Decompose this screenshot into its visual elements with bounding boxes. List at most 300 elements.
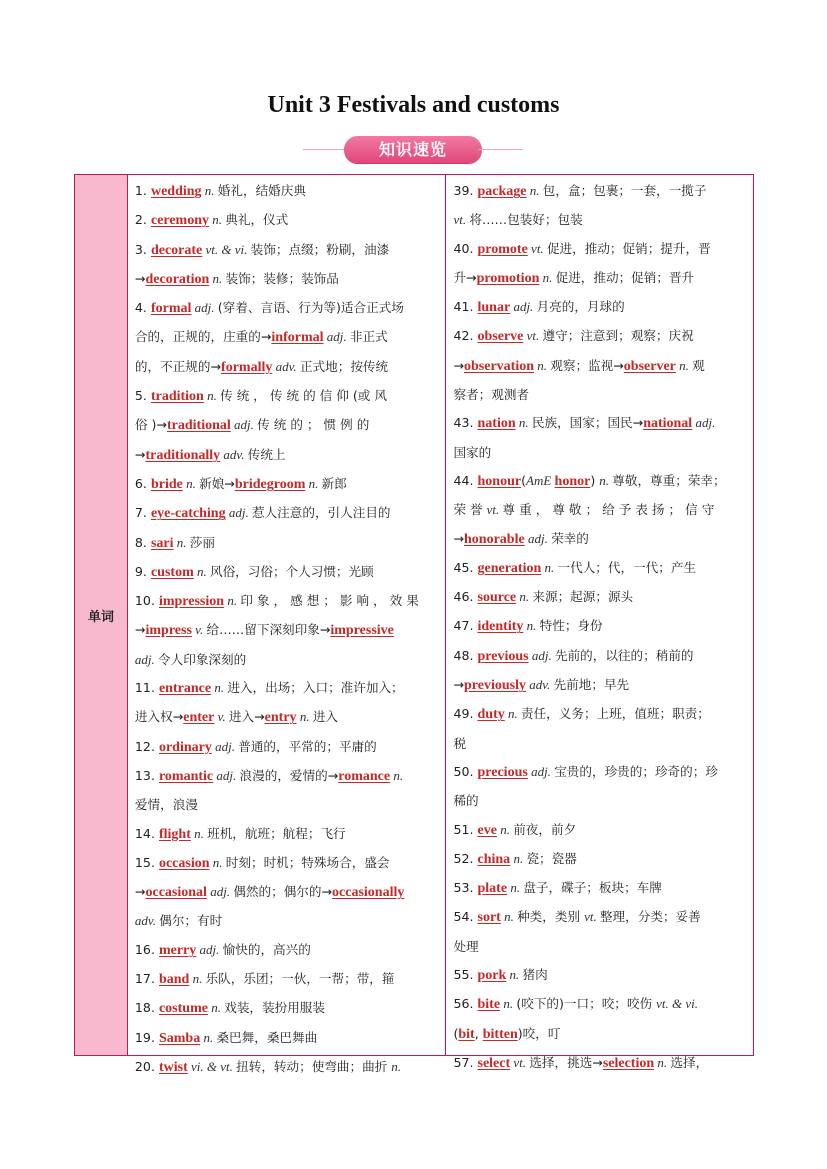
part-of-speech: n. <box>203 388 221 404</box>
vocab-line <box>135 762 440 791</box>
vocab-word: occasional <box>145 885 207 901</box>
definition-text: 13. <box>134 767 159 783</box>
part-of-speech: n. <box>516 589 533 605</box>
definition-text: → <box>453 530 465 546</box>
definition-text: 荣幸的 <box>551 530 589 546</box>
definition-text: )咬，叮 <box>517 1025 561 1041</box>
vocab-word: observation <box>464 358 535 374</box>
part-of-speech: vt. <box>486 502 503 518</box>
definition-text: ( <box>453 1025 459 1041</box>
vocab-line <box>453 206 747 234</box>
vocab-word: previous <box>477 648 529 664</box>
definition-text: 52. <box>453 850 478 866</box>
vocab-word: bit <box>458 1026 475 1042</box>
vocab-line <box>135 177 440 206</box>
definition-text: 瓷；瓷器 <box>526 850 577 866</box>
definition-text: 42. <box>453 328 478 344</box>
vocab-line <box>453 758 747 787</box>
part-of-speech: adv. <box>526 677 554 693</box>
vocab-line <box>135 703 440 732</box>
part-of-speech: adj. <box>206 884 234 900</box>
part-of-speech: adj. <box>211 738 239 754</box>
definition-text: 盘子，碟子；板块；车牌 <box>523 880 662 896</box>
part-of-speech: n. <box>496 821 514 837</box>
vocab-word: source <box>477 590 517 606</box>
definition-text: 种类，类别 <box>517 909 585 925</box>
vocab-line <box>453 322 747 351</box>
part-of-speech: n. <box>200 1029 217 1045</box>
definition-text: 46. <box>453 589 478 605</box>
vocab-word: informal <box>271 330 324 346</box>
part-of-speech: vt. & vi. <box>202 241 251 257</box>
vocab-line <box>453 612 747 641</box>
definition-text: ) <box>590 472 600 488</box>
vocab-line <box>453 554 747 583</box>
definition-text: 一代人；代，一代；产生 <box>557 559 697 575</box>
definition-text: 50. <box>453 763 478 779</box>
part-of-speech: vt. <box>584 909 600 925</box>
vocab-line <box>453 961 747 990</box>
part-of-speech: n. <box>515 415 532 431</box>
definition-text: 2. <box>134 212 151 228</box>
definition-text: 戏装，装扮用服装 <box>224 1000 325 1016</box>
vocab-word: twist <box>158 1059 188 1075</box>
definition-text: 惹人注意的，引人注目的 <box>251 505 391 521</box>
vocab-word: formally <box>221 359 273 375</box>
definition-text: 56. <box>453 996 478 1012</box>
definition-text: 新郎 <box>321 475 347 491</box>
part-of-speech: n. <box>599 472 613 488</box>
definition-text: 57. <box>453 1054 478 1070</box>
vocab-line <box>453 933 747 961</box>
vocab-line <box>453 583 747 612</box>
part-of-speech: vt. <box>523 328 543 344</box>
definition-text: 选择， <box>670 1054 709 1070</box>
definition-text: 6. <box>134 475 151 491</box>
vocab-word: decoration <box>145 271 210 287</box>
part-of-speech: v. <box>214 709 229 725</box>
part-of-speech: adj. <box>196 941 223 957</box>
part-of-speech: vt. <box>527 240 547 256</box>
definition-text: 猪肉 <box>522 967 548 983</box>
vocab-word: plate <box>477 881 508 897</box>
definition-text: 荣 誉 <box>453 502 487 518</box>
part-of-speech: adj. <box>134 651 159 667</box>
definition-text: 39. <box>453 183 478 198</box>
definition-text: 给……留下深刻印象→ <box>206 622 331 638</box>
banner-rule-left <box>303 149 349 150</box>
definition-text: 桑巴舞，桑巴舞曲 <box>216 1029 318 1045</box>
vocab-line <box>135 236 440 265</box>
vocab-line <box>135 849 440 878</box>
part-of-speech: n. <box>209 212 226 228</box>
part-of-speech: n. <box>675 357 693 373</box>
definition-text: 整理，分类；妥善 <box>599 909 701 925</box>
vocab-line <box>453 381 747 409</box>
definition-text: 时刻；时机；特殊场合，盛会 <box>225 854 390 870</box>
definition-text: 典礼，仪式 <box>225 212 289 228</box>
definition-text: 婚礼，结婚庆典 <box>217 183 306 198</box>
definition-text: 选择，挑选→ <box>529 1054 603 1070</box>
vocab-line <box>453 439 747 467</box>
definition-text: 责任，义务；上班，值班；职责； <box>520 706 710 722</box>
definition-text: 5. <box>134 388 151 404</box>
part-of-speech: adj. <box>225 505 252 521</box>
vocab-line <box>135 294 440 323</box>
definition-text: 18. <box>134 1000 159 1016</box>
vocab-line <box>135 382 440 411</box>
definition-text: 11. <box>134 680 159 696</box>
definition-text: → <box>134 446 146 462</box>
vocab-word: occasion <box>158 855 210 871</box>
vocab-line <box>135 907 440 935</box>
definition-text: 进入 <box>312 709 338 725</box>
vocab-line <box>135 1024 440 1053</box>
vocab-word: costume <box>158 1001 208 1017</box>
part-of-speech: n. <box>534 357 551 373</box>
vocab-line <box>453 525 747 554</box>
definition-text: 合的，正规的，庄重的→ <box>134 329 272 345</box>
definition-text: 班机，航班；航程；飞行 <box>207 825 346 841</box>
part-of-speech: n. <box>506 967 523 983</box>
part-of-speech: adv. <box>134 913 160 929</box>
part-of-speech: n. <box>211 680 228 696</box>
vocab-line <box>135 411 440 440</box>
vocab-line <box>453 293 747 322</box>
vocab-word: selection <box>602 1055 655 1071</box>
definition-text: 正式地；按传统 <box>299 358 389 374</box>
vocab-word: enter <box>183 710 215 726</box>
part-of-speech: n. <box>507 880 524 896</box>
vocab-line <box>135 733 440 762</box>
definition-text: 19. <box>134 1029 159 1045</box>
vocab-line <box>135 878 440 907</box>
definition-text: 爱情，浪漫 <box>134 797 198 813</box>
part-of-speech: n. <box>190 825 208 841</box>
part-of-speech: n. <box>510 850 527 866</box>
vocab-word: honor <box>554 473 591 489</box>
definition-text: 20. <box>134 1058 159 1074</box>
definition-text: 包，盒；包裹；一套，一揽子 <box>542 183 707 198</box>
vocab-line <box>453 642 747 671</box>
definition-text: 进入，出场；入口；准许加入； <box>227 680 404 696</box>
definition-text: 传 统 ， 传 统 的 信 仰 (或 风 <box>220 388 387 404</box>
definition-text: 浪漫的，爱情的→ <box>239 767 339 783</box>
vocab-word: observe <box>477 329 524 345</box>
definition-text: 14. <box>134 825 159 841</box>
section-label-cell <box>75 175 128 1055</box>
vocab-word: select <box>477 1055 511 1071</box>
vocab-line <box>453 874 747 903</box>
vocab-word: eye-catching <box>150 506 226 522</box>
vocab-line <box>453 264 747 293</box>
part-of-speech: n. <box>173 534 190 550</box>
definition-text: 先前地；早先 <box>553 677 630 693</box>
part-of-speech: n. <box>209 854 226 870</box>
definition-text: 15. <box>134 854 159 870</box>
part-of-speech: adj. <box>213 767 240 783</box>
definition-text: 促进，推动；促销；提升，晋 <box>546 240 711 256</box>
vocab-line <box>135 206 440 235</box>
vocab-word: identity <box>477 619 524 635</box>
definition-text: 非正式 <box>349 329 388 345</box>
definition-text: 莎丽 <box>189 534 215 550</box>
definition-text: → <box>453 357 465 373</box>
definition-text: , <box>474 1025 483 1041</box>
vocab-word: band <box>158 972 190 988</box>
vocab-word: occasionally <box>332 885 405 901</box>
vocab-word: previously <box>464 678 526 694</box>
vocab-line <box>453 1020 747 1049</box>
vocab-word: eve <box>477 822 497 838</box>
vocab-word: Samba <box>158 1030 201 1046</box>
vocab-word: wedding <box>150 184 202 199</box>
vocab-line <box>135 965 440 994</box>
definition-text: 尊 重 ， 尊 敬 ； 给 予 表 扬 ； 信 守 <box>502 502 715 518</box>
definition-text: 54. <box>453 909 478 925</box>
vocab-word: impress <box>145 623 192 639</box>
part-of-speech: AmE <box>526 472 555 488</box>
definition-text: 月亮的，月球的 <box>536 299 625 315</box>
part-of-speech: n. <box>193 563 210 579</box>
vocab-word: duty <box>477 707 505 723</box>
definition-text: 促进，推动；促销；晋升 <box>555 269 695 285</box>
vocab-word: bridegroom <box>234 476 306 492</box>
definition-text: ( <box>521 472 526 488</box>
definition-text: 新娘→ <box>199 475 235 491</box>
definition-text: 16. <box>134 941 159 957</box>
part-of-speech: n. <box>526 183 543 198</box>
definition-text: 进入权→ <box>134 709 184 725</box>
definition-text: 1. <box>134 183 151 198</box>
definition-text: 扭转，转动；使弯曲；曲折 <box>236 1058 392 1074</box>
vocab-line <box>453 177 747 206</box>
vocab-word: decorate <box>150 242 203 258</box>
vocab-column-left <box>128 175 447 1075</box>
vocab-word: impressive <box>330 623 394 639</box>
definition-text: 17. <box>134 971 159 987</box>
part-of-speech: n. <box>539 269 556 285</box>
definition-text: 47. <box>453 618 478 634</box>
vocab-line <box>135 529 440 558</box>
definition-text: 的，不正规的→ <box>134 358 222 374</box>
vocab-line <box>453 352 747 381</box>
part-of-speech: vt. & vi. <box>656 996 698 1012</box>
vocab-word: impression <box>158 594 225 610</box>
definition-text: 来源；起源；源头 <box>532 589 634 605</box>
banner-rule-right <box>479 149 523 150</box>
definition-text: 51. <box>453 821 478 837</box>
definition-text: 48. <box>453 647 478 663</box>
vocab-line <box>453 467 747 496</box>
vocab-line <box>135 587 440 616</box>
part-of-speech: vi. & vt. <box>187 1058 237 1074</box>
vocab-line <box>135 558 440 587</box>
definition-text: 愉快的，高兴的 <box>222 941 311 957</box>
definition-text: 41. <box>453 299 478 315</box>
definition-text: 7. <box>134 505 151 521</box>
vocab-word: national <box>643 416 693 432</box>
part-of-speech: adj. <box>528 647 555 663</box>
definition-text: 俗 )→ <box>134 417 167 433</box>
definition-text: 处理 <box>453 938 479 954</box>
definition-text: (穿着、言语、行为等)适合正式场 <box>217 300 404 316</box>
part-of-speech: n. <box>500 909 518 925</box>
definition-text: 察者；观测者 <box>453 387 530 403</box>
vocab-column-right <box>446 175 753 1071</box>
part-of-speech: n. <box>189 971 206 987</box>
part-of-speech: adj. <box>527 763 555 779</box>
part-of-speech: adj. <box>692 415 716 431</box>
part-of-speech: n. <box>523 618 540 634</box>
definition-text: 传 统 的 ； 惯 例 的 <box>257 417 370 433</box>
vocab-word: pork <box>477 968 507 984</box>
vocab-line <box>135 265 440 294</box>
section-label: 单词 <box>87 609 114 625</box>
definition-text: 装饰；点缀；粉刷，油漆 <box>250 241 390 257</box>
vocab-word: china <box>477 851 511 867</box>
definition-text: 民族，国家；国民→ <box>531 415 644 431</box>
definition-text: 先前的，以往的；稍前的 <box>554 647 694 663</box>
part-of-speech: adj. <box>524 530 552 546</box>
vocab-line <box>453 816 747 845</box>
vocab-line <box>453 409 747 438</box>
vocab-word: sort <box>477 910 501 926</box>
part-of-speech: n. <box>390 767 404 783</box>
vocab-word: promote <box>477 241 528 257</box>
vocab-line <box>135 470 440 499</box>
part-of-speech: vt. <box>453 212 470 228</box>
vocab-word: entrance <box>158 681 212 697</box>
definition-text: 将……包装好；包装 <box>469 212 583 228</box>
definition-text: 43. <box>453 415 478 431</box>
definition-text: 进入→ <box>228 709 265 725</box>
vocab-line <box>453 1049 747 1078</box>
vocab-word: ordinary <box>158 739 212 755</box>
part-of-speech: adj. <box>323 329 350 345</box>
vocab-line <box>453 845 747 874</box>
part-of-speech: n. <box>224 593 241 609</box>
part-of-speech: v. <box>191 622 207 638</box>
definition-text: 尊敬，尊重；荣幸； <box>612 472 726 488</box>
definition-text: 宝贵的，珍贵的；珍奇的；珍 <box>554 763 718 779</box>
part-of-speech: adj. <box>510 299 537 315</box>
definition-text: 偶尔；有时 <box>159 913 223 929</box>
definition-text: 前夜，前夕 <box>513 821 577 837</box>
part-of-speech: n. <box>201 183 218 198</box>
definition-text: 观 <box>692 357 705 373</box>
definition-text: 10. <box>134 593 159 609</box>
definition-text: 风俗，习俗；个人习惯；光顾 <box>209 563 374 579</box>
definition-text: 升→ <box>453 269 477 285</box>
vocab-word: precious <box>477 764 528 780</box>
definition-text: 传统上 <box>247 446 286 462</box>
part-of-speech: n. <box>391 1058 402 1074</box>
vocab-word: honour <box>477 473 522 489</box>
vocab-line <box>453 787 747 815</box>
vocab-line <box>453 990 747 1019</box>
definition-text: 国家的 <box>453 444 492 460</box>
definition-text: 4. <box>134 300 151 316</box>
vocab-line <box>135 936 440 965</box>
part-of-speech: n. <box>207 1000 225 1016</box>
banner-label: 知识速览 <box>344 136 482 163</box>
definition-text: 乐队，乐团；一伙，一帮；带，箍 <box>205 971 395 987</box>
definition-text: 稀的 <box>453 793 479 809</box>
definition-text: → <box>134 884 146 900</box>
vocab-line <box>135 616 440 645</box>
part-of-speech: n. <box>654 1054 671 1070</box>
part-of-speech: adj. <box>230 417 258 433</box>
definition-text: 3. <box>134 241 151 257</box>
definition-text: 45. <box>453 559 478 575</box>
vocab-word: bitten <box>482 1026 518 1042</box>
part-of-speech: adj. <box>191 300 218 316</box>
vocab-word: tradition <box>150 389 204 405</box>
vocab-word: observer <box>623 358 676 374</box>
vocab-word: formal <box>150 301 192 317</box>
definition-text: 40. <box>453 240 478 256</box>
vocab-line <box>135 646 440 674</box>
vocab-line <box>135 994 440 1023</box>
definition-text: 55. <box>453 967 478 983</box>
vocab-line <box>453 671 747 700</box>
vocab-line <box>135 323 440 352</box>
definition-text: 税 <box>453 735 467 751</box>
vocab-word: entry <box>264 710 297 726</box>
vocab-word: romantic <box>158 768 214 784</box>
vocab-line <box>135 499 440 528</box>
definition-text: → <box>134 270 146 286</box>
definition-text: 44. <box>453 472 478 488</box>
part-of-speech: n. <box>209 270 226 286</box>
definition-text: 普通的，平常的；平庸的 <box>238 738 377 754</box>
vocab-line <box>135 791 440 819</box>
definition-text: → <box>134 622 146 638</box>
part-of-speech: n. <box>504 706 521 722</box>
vocab-line <box>135 1053 440 1082</box>
vocab-line <box>453 235 747 264</box>
definition-text: 9. <box>134 563 151 579</box>
vocab-line <box>453 730 747 758</box>
definition-text: 8. <box>134 534 151 550</box>
vocab-word: romance <box>338 768 391 784</box>
vocab-word: nation <box>477 416 516 432</box>
vocab-line <box>453 700 747 729</box>
part-of-speech: adv. <box>220 446 248 462</box>
definition-text: 49. <box>453 706 478 722</box>
definition-text: → <box>453 677 465 693</box>
vocab-word: package <box>477 184 527 199</box>
vocab-word: ceremony <box>150 213 210 229</box>
definition-text: 印 象 ， 感 想 ； 影 响 ， 效 果 <box>240 593 419 609</box>
vocab-word: custom <box>150 564 194 580</box>
part-of-speech: vt. <box>510 1054 530 1070</box>
vocab-word: bite <box>477 997 501 1013</box>
part-of-speech: n. <box>305 475 322 491</box>
vocab-word: merry <box>158 942 197 958</box>
definition-text: 观察；监视→ <box>550 357 624 373</box>
vocab-word: generation <box>477 560 542 576</box>
part-of-speech: n. <box>541 559 558 575</box>
vocab-word: bride <box>150 476 183 492</box>
vocab-line <box>135 674 440 703</box>
vocab-word: honorable <box>464 531 525 547</box>
section-banner <box>0 136 827 166</box>
vocab-word: lunar <box>477 300 511 316</box>
definition-text: 令人印象深刻的 <box>158 651 247 667</box>
definition-text: 遵守；注意到；观察；庆祝 <box>542 328 694 344</box>
